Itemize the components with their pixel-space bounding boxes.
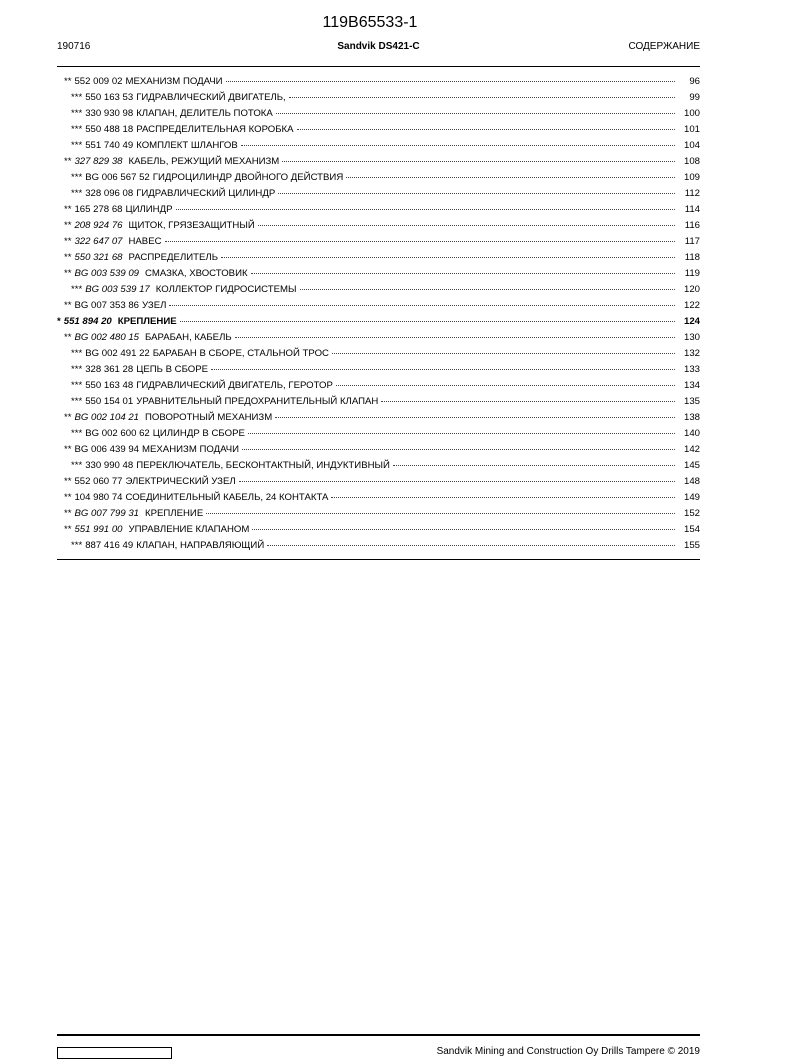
toc-entry[interactable] [57, 492, 700, 508]
toc-entry-page-number: 108 [683, 156, 700, 167]
toc-entry[interactable] [57, 252, 700, 268]
toc-entry-title: РАСПРЕДЕЛИТЕЛЬНАЯ КОРОБКА [136, 124, 294, 135]
toc-entry-level: *** [71, 284, 83, 295]
toc-entry[interactable] [57, 220, 700, 236]
toc-entry-leader [241, 144, 675, 146]
toc-entry-level: *** [71, 428, 83, 439]
toc-entry-leader [282, 160, 675, 162]
toc-entry-part-number: 104 980 74 [74, 492, 123, 503]
toc-entry-title: КОЛЛЕКТОР ГИДРОСИСТЕМЫ [155, 284, 297, 295]
toc-entry-title: ЦИЛИНДР В СБОРЕ [152, 428, 245, 439]
toc-entry-leader [248, 432, 675, 434]
toc-entry-page-number: 100 [683, 108, 700, 119]
toc-entry-title: ЭЛЕКТРИЧЕСКИЙ УЗЕЛ [125, 476, 236, 487]
header-machine-model: Sandvik DS421-C [337, 41, 420, 52]
toc-entry-page-number: 149 [683, 492, 700, 503]
toc-entry-leader [267, 544, 675, 546]
toc-entry-leader [206, 512, 675, 514]
toc-entry-part-number: 328 096 08 [85, 188, 134, 199]
toc-entry-leader [393, 464, 675, 466]
toc-entry-part-number: 552 009 02 [74, 76, 123, 87]
toc-entry-title: ГИДРАВЛИЧЕСКИЙ ДВИГАТЕЛЬ, ГЕРОТОР [136, 380, 333, 391]
toc-entry[interactable] [57, 284, 700, 300]
toc-entry-title: КОМПЛЕКТ ШЛАНГОВ [136, 140, 238, 151]
toc-entry-title: ЦЕПЬ В СБОРЕ [136, 364, 209, 375]
toc-entry-title: СМАЗКА, ХВОСТОВИК [145, 268, 248, 279]
toc-entry-level: *** [71, 108, 83, 119]
toc-entry[interactable] [57, 540, 700, 556]
toc-entry-leader [276, 112, 675, 114]
toc-entry-page-number: 116 [684, 220, 700, 231]
toc-entry[interactable] [57, 508, 700, 524]
toc-entry[interactable] [57, 316, 700, 332]
toc-entry-level: *** [71, 396, 83, 407]
toc-entry[interactable] [57, 76, 700, 92]
toc-entry[interactable] [57, 460, 700, 476]
toc-entry[interactable] [57, 396, 700, 412]
toc-entry-page-number: 118 [684, 252, 700, 263]
toc-entry-page-number: 99 [689, 92, 700, 103]
toc-entry[interactable] [57, 444, 700, 460]
toc-entry-level: ** [64, 300, 72, 311]
toc-entry-page-number: 133 [683, 364, 700, 375]
toc-entry-page-number: 154 [683, 524, 700, 535]
toc-entry-page-number: 120 [683, 284, 700, 295]
toc-entry-level: *** [71, 364, 83, 375]
toc-entry-level: *** [71, 348, 83, 359]
toc-entry-leader [211, 368, 675, 370]
toc-entry-part-number: 328 361 28 [85, 364, 134, 375]
toc-entry-level: ** [64, 236, 72, 247]
toc-entry-leader [226, 80, 675, 82]
toc-entry[interactable] [57, 300, 700, 316]
toc-entry-level: ** [64, 252, 72, 263]
toc-entry-level: ** [64, 76, 72, 87]
toc-entry-part-number: BG 002 480 15 [74, 332, 140, 343]
toc-entry-level: *** [71, 540, 83, 551]
toc-entry-level: ** [64, 332, 72, 343]
toc-entry-title: МЕХАНИЗМ ПОДАЧИ [142, 444, 240, 455]
toc-entry-page-number: 155 [683, 540, 700, 551]
toc-entry[interactable] [57, 156, 700, 172]
toc-entry-part-number: BG 007 799 31 [74, 508, 140, 519]
document-number: 119B65533-1 [322, 14, 418, 31]
toc-entry-page-number: 130 [683, 332, 700, 343]
toc-entry-leader [221, 256, 675, 258]
toc-entry-level: *** [71, 380, 83, 391]
toc-entry-leader [336, 384, 675, 386]
toc-end-divider [57, 559, 700, 560]
page-header [57, 41, 700, 55]
toc-entry-part-number: BG 002 491 22 [85, 348, 150, 359]
toc-entry-title: БАРАБАН, КАБЕЛЬ [145, 332, 232, 343]
toc-entry-leader [297, 128, 675, 130]
toc-entry-level: *** [71, 140, 83, 151]
toc-entry-title: ГИДРОЦИЛИНДР ДВОЙНОГО ДЕЙСТВИЯ [152, 172, 344, 183]
toc-entry-part-number: 551 894 20 [63, 316, 112, 327]
toc-entry-page-number: 112 [684, 188, 700, 199]
toc-entry-title: УРАВНИТЕЛЬНЫЙ ПРЕДОХРАНИТЕЛЬНЫЙ КЛАПАН [136, 396, 379, 407]
toc-entry-level: ** [64, 508, 72, 519]
toc-entry-page-number: 96 [689, 76, 700, 87]
toc-entry-part-number: 330 990 48 [85, 460, 134, 471]
toc-entry-part-number: 550 163 48 [85, 380, 134, 391]
footer-copyright: Sandvik Mining and Construction Oy Drills Tampere © 2019 [436, 1046, 700, 1057]
toc-entry-title: ЩИТОК, ГРЯЗЕЗАЩИТНЫЙ [128, 220, 255, 231]
toc-entry-leader [180, 320, 675, 322]
toc-entry-level: ** [64, 524, 72, 535]
toc-entry-part-number: 550 488 18 [85, 124, 134, 135]
toc-entry-page-number: 124 [683, 316, 700, 327]
toc-entry[interactable] [57, 204, 700, 220]
toc-entry-leader [235, 336, 675, 338]
toc-entry-leader [239, 480, 675, 482]
toc-entry-page-number: 122 [683, 300, 700, 311]
toc-entry-leader [332, 352, 675, 354]
toc-entry-page-number: 114 [684, 204, 700, 215]
toc-entry-part-number: 165 278 68 [74, 204, 123, 215]
toc-entry[interactable] [57, 428, 700, 444]
toc-entry[interactable] [57, 108, 700, 124]
toc-entry-title: ГИДРАВЛИЧЕСКИЙ ЦИЛИНДР [136, 188, 276, 199]
toc-entry-part-number: BG 002 600 62 [85, 428, 150, 439]
toc-entry-leader [258, 224, 675, 226]
toc-entry-title: РАСПРЕДЕЛИТЕЛЬ [128, 252, 218, 263]
toc-entry-part-number: 327 829 38 [74, 156, 123, 167]
toc-entry-leader [381, 400, 675, 402]
toc-entry[interactable] [57, 92, 700, 108]
toc-entry-page-number: 152 [683, 508, 700, 519]
table-of-contents [57, 76, 700, 556]
toc-entry-title: КРЕПЛЕНИЕ [145, 508, 204, 519]
toc-entry-page-number: 134 [683, 380, 700, 391]
toc-entry-title: МЕХАНИЗМ ПОДАЧИ [125, 76, 223, 87]
toc-entry-title: НАВЕС [128, 236, 162, 247]
toc-entry-title: КАБЕЛЬ, РЕЖУЩИЙ МЕХАНИЗМ [128, 156, 280, 167]
toc-entry-part-number: BG 006 567 52 [85, 172, 150, 183]
toc-entry-leader [242, 448, 675, 450]
toc-entry-level: ** [64, 268, 72, 279]
toc-entry-level: *** [71, 460, 83, 471]
toc-entry-page-number: 148 [683, 476, 700, 487]
toc-entry-level: ** [64, 220, 72, 231]
toc-entry-part-number: 550 163 53 [85, 92, 134, 103]
toc-entry[interactable] [57, 172, 700, 188]
toc-entry-part-number: 552 060 77 [74, 476, 123, 487]
toc-entry-title: ГИДРАВЛИЧЕСКИЙ ДВИГАТЕЛЬ, [136, 92, 286, 103]
toc-entry-part-number: BG 006 439 94 [74, 444, 140, 455]
toc-entry-level: ** [64, 444, 72, 455]
toc-entry-page-number: 117 [684, 236, 700, 247]
toc-entry-leader [176, 208, 676, 210]
toc-entry-level: ** [64, 156, 72, 167]
header-divider [57, 66, 700, 67]
toc-entry[interactable] [57, 124, 700, 140]
toc-entry-part-number: 330 930 98 [85, 108, 134, 119]
toc-entry[interactable] [57, 348, 700, 364]
toc-entry-level: ** [64, 412, 72, 423]
toc-entry-part-number: 550 321 68 [74, 252, 123, 263]
toc-entry-title: ПОВОРОТНЫЙ МЕХАНИЗМ [145, 412, 273, 423]
toc-entry[interactable] [57, 188, 700, 204]
toc-entry-title: КЛАПАН, ДЕЛИТЕЛЬ ПОТОКА [136, 108, 273, 119]
toc-entry-level: *** [71, 172, 83, 183]
toc-entry[interactable] [57, 380, 700, 396]
toc-entry-leader [251, 272, 675, 274]
toc-entry-page-number: 145 [683, 460, 700, 471]
toc-entry-part-number: 208 924 76 [74, 220, 123, 231]
toc-entry-part-number: BG 003 539 17 [85, 284, 150, 295]
toc-entry-page-number: 132 [683, 348, 700, 359]
toc-entry-part-number: 551 740 49 [85, 140, 134, 151]
toc-entry-leader [346, 176, 675, 178]
toc-entry-leader [252, 528, 675, 530]
toc-entry-page-number: 109 [683, 172, 700, 183]
toc-entry-page-number: 104 [683, 140, 700, 151]
toc-entry-leader [331, 496, 675, 498]
header-section-title: СОДЕРЖАНИЕ [628, 41, 700, 52]
toc-entry-leader [165, 240, 675, 242]
toc-entry-leader [289, 96, 675, 98]
toc-entry-page-number: 119 [684, 268, 700, 279]
toc-entry-level: ** [64, 476, 72, 487]
toc-entry-leader [300, 288, 675, 290]
toc-entry-level: *** [71, 92, 83, 103]
toc-entry-page-number: 140 [683, 428, 700, 439]
toc-entry-part-number: 551 991 00 [74, 524, 123, 535]
toc-entry[interactable] [57, 524, 700, 540]
toc-entry-level: *** [71, 188, 83, 199]
toc-entry-page-number: 101 [683, 124, 700, 135]
toc-entry[interactable] [57, 236, 700, 252]
toc-entry[interactable] [57, 140, 700, 156]
toc-entry-leader [275, 416, 675, 418]
header-date: 190716 [57, 41, 91, 52]
footer-divider [57, 1034, 700, 1036]
toc-entry-title: КЛАПАН, НАПРАВЛЯЮЩИЙ [136, 540, 265, 551]
toc-entry-title: БАРАБАН В СБОРЕ, СТАЛЬНОЙ ТРОС [152, 348, 329, 359]
toc-entry[interactable] [57, 364, 700, 380]
toc-entry-part-number: BG 002 104 21 [74, 412, 140, 423]
toc-entry-title: ПЕРЕКЛЮЧАТЕЛЬ, БЕСКОНТАКТНЫЙ, ИНДУКТИВНЫЙ [136, 460, 390, 471]
toc-entry-title: СОЕДИНИТЕЛЬНЫЙ КАБЕЛЬ, 24 КОНТАКТА [125, 492, 329, 503]
toc-entry-part-number: 550 154 01 [85, 396, 134, 407]
toc-entry[interactable] [57, 412, 700, 428]
toc-entry-level: ** [64, 492, 72, 503]
toc-entry-title: КРЕПЛЕНИЕ [117, 316, 177, 327]
toc-entry[interactable] [57, 268, 700, 284]
toc-entry-page-number: 138 [683, 412, 700, 423]
toc-entry-part-number: 322 647 07 [74, 236, 123, 247]
sandvik-logo [57, 1047, 172, 1059]
toc-entry-part-number: BG 007 353 86 [74, 300, 140, 311]
toc-entry-part-number: BG 003 539 09 [74, 268, 140, 279]
toc-entry-leader [278, 192, 675, 194]
toc-entry-title: УПРАВЛЕНИЕ КЛАПАНОМ [128, 524, 250, 535]
toc-entry-title: УЗЕЛ [142, 300, 167, 311]
toc-entry-level: * [57, 316, 61, 327]
toc-entry[interactable] [57, 332, 700, 348]
toc-entry-level: *** [71, 124, 83, 135]
toc-entry-leader [169, 304, 675, 306]
toc-entry-page-number: 135 [683, 396, 700, 407]
toc-entry-level: ** [64, 204, 72, 215]
toc-entry-page-number: 142 [683, 444, 700, 455]
toc-entry-part-number: 887 416 49 [85, 540, 134, 551]
toc-entry[interactable] [57, 476, 700, 492]
toc-entry-title: ЦИЛИНДР [125, 204, 173, 215]
